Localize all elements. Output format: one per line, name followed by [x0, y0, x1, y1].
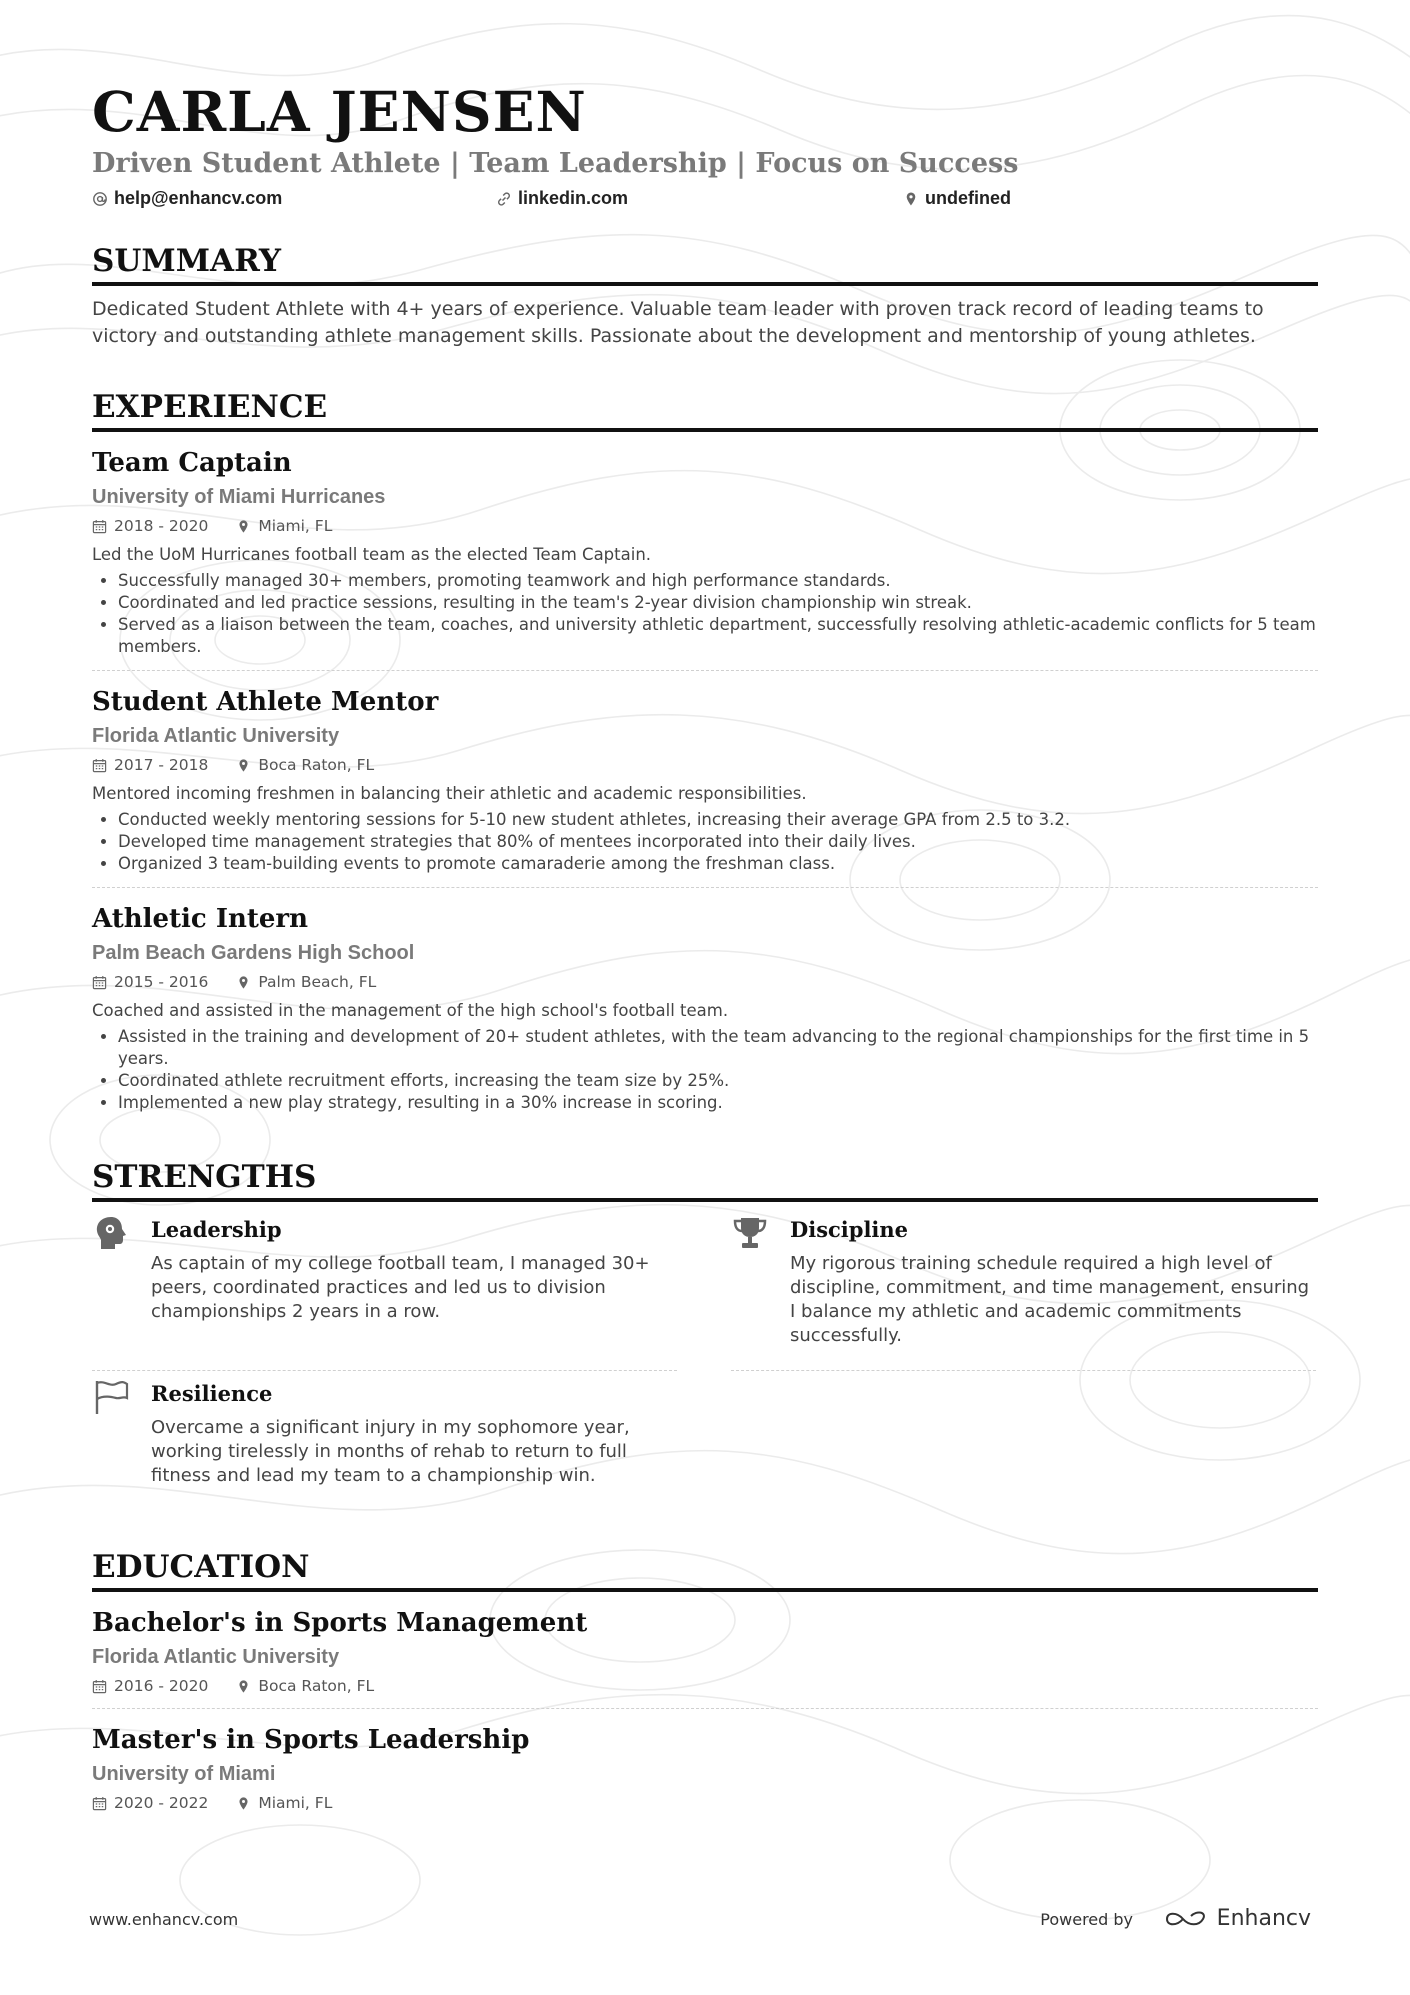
- job-bullet: • Assisted in the training and development of 20+ student athletes, with the team advancing to the regional championships for the first time in 5 years.: [118, 1026, 1318, 1070]
- job-bullets: [92, 570, 1318, 658]
- job-description: Coached and assisted in the management of the high school's football team.: [92, 1001, 729, 1020]
- entry-divider: [92, 1708, 1318, 1709]
- education-location-text: Miami, FL: [258, 1794, 333, 1812]
- experience-section: [92, 388, 1318, 1114]
- job-dates-text: 2015 - 2016: [114, 973, 209, 991]
- entry-divider: [92, 670, 1318, 671]
- at-icon: [92, 191, 108, 207]
- summary-section: [92, 242, 1318, 350]
- job-bullet: • Developed time management strategies that 80% of mentees incorporated into their daily lives.: [118, 831, 1318, 853]
- education-heading: EDUCATION: [92, 1548, 1318, 1592]
- location-pin-icon: [903, 191, 919, 207]
- job-meta: [92, 516, 1318, 536]
- education-dates-text: 2016 - 2020: [114, 1677, 209, 1695]
- location-pin-icon: [236, 975, 251, 990]
- job-bullet: • Coordinated and led practice sessions, resulting in the team's 2-year division championship win streak.: [118, 592, 1318, 614]
- entry-divider: [92, 887, 1318, 888]
- location-text: undefined: [925, 188, 1011, 208]
- education-location: [236, 1677, 374, 1695]
- job-location: [236, 973, 376, 991]
- calendar-icon: [92, 1796, 107, 1811]
- job-dates: [92, 517, 208, 535]
- experience-entry: [92, 685, 1318, 888]
- location-contact: [903, 188, 1011, 209]
- job-bullet: • Successfully managed 30+ members, promoting teamwork and high performance standards.: [118, 570, 1318, 592]
- job-description: Mentored incoming freshmen in balancing their athletic and academic responsibilities.: [92, 784, 807, 803]
- education-meta: [92, 1676, 1318, 1696]
- footer-url[interactable]: www.enhancv.com: [89, 1910, 239, 1929]
- experience-entry: [92, 902, 1318, 1114]
- contact-row: [92, 186, 1318, 216]
- job-meta: [92, 972, 1318, 992]
- calendar-icon: [92, 758, 107, 773]
- job-bullets: [92, 809, 1318, 875]
- education-dates: [92, 1794, 208, 1812]
- education-location-text: Boca Raton, FL: [258, 1677, 375, 1695]
- job-bullet: • Conducted weekly mentoring sessions for 5-10 new student athletes, increasing their average GPA from 2.5 to 3.2.: [118, 809, 1318, 831]
- job-meta: [92, 755, 1318, 775]
- email-text: help@enhancv.com: [114, 188, 283, 208]
- strengths-section: [92, 1158, 1318, 1524]
- strength-title: Resilience: [151, 1381, 273, 1406]
- entry-divider: [731, 1370, 1316, 1371]
- education-entry: [92, 1606, 1318, 1709]
- flag-icon: [92, 1378, 130, 1416]
- infinity-logo-icon: [1163, 1907, 1209, 1931]
- experience-entry: [92, 446, 1318, 671]
- job-dates-text: 2017 - 2018: [114, 756, 209, 774]
- headline: Driven Student Athlete | Team Leadership | Focus on Success: [92, 148, 1019, 179]
- linkedin-contact[interactable]: [496, 188, 628, 209]
- strengths-heading: STRENGTHS: [92, 1158, 1318, 1202]
- strength-text: As captain of my college football team, I managed 30+ peers, coordinated practices and led us to division championships 2 years in a row.: [151, 1253, 650, 1322]
- job-organization: Florida Atlantic University: [92, 725, 340, 747]
- linkedin-text: linkedin.com: [518, 188, 629, 208]
- location-pin-icon: [236, 1796, 251, 1811]
- school-name: University of Miami: [92, 1763, 276, 1785]
- education-location: [236, 1794, 332, 1812]
- education-meta: [92, 1793, 1318, 1813]
- enhancv-logo[interactable]: [1163, 1906, 1311, 1931]
- job-location-text: Palm Beach, FL: [258, 973, 377, 991]
- education-dates: [92, 1677, 208, 1695]
- education-entry: [92, 1723, 1318, 1813]
- job-dates-text: 2018 - 2020: [114, 517, 209, 535]
- resume-page: [92, 78, 1318, 1813]
- experience-heading: EXPERIENCE: [92, 388, 1318, 432]
- summary-text: Dedicated Student Athlete with 4+ years of experience. Valuable team leader with proven track record of leading teams to victory and outstanding athlete management skills. Passionate about the development and mentorship of young athletes.: [92, 298, 1264, 347]
- job-location: [236, 756, 374, 774]
- job-location-text: Miami, FL: [258, 517, 333, 535]
- calendar-icon: [92, 1679, 107, 1694]
- footer: [89, 1906, 1311, 1936]
- job-organization: University of Miami Hurricanes: [92, 486, 386, 508]
- strength-title: Discipline: [790, 1217, 909, 1242]
- degree-title: Master's in Sports Leadership: [92, 1725, 530, 1755]
- education-dates-text: 2020 - 2022: [114, 1794, 209, 1812]
- education-section: [92, 1548, 1318, 1813]
- calendar-icon: [92, 519, 107, 534]
- job-dates: [92, 756, 208, 774]
- job-title: Athletic Intern: [92, 904, 309, 934]
- location-pin-icon: [236, 758, 251, 773]
- calendar-icon: [92, 975, 107, 990]
- degree-title: Bachelor's in Sports Management: [92, 1608, 588, 1638]
- location-pin-icon: [236, 519, 251, 534]
- job-dates: [92, 973, 208, 991]
- job-bullets: [92, 1026, 1318, 1114]
- head-gear-icon: [92, 1214, 130, 1252]
- job-bullet: • Served as a liaison between the team, coaches, and university athletic department, successfully resolving athletic-academic conflicts for 5 team members.: [118, 614, 1318, 658]
- strength-text: Overcame a significant injury in my sophomore year, working tirelessly in months of rehab to return to full fitness and lead my team to a championship win.: [151, 1417, 630, 1486]
- trophy-icon: [731, 1214, 769, 1252]
- strength-title: Leadership: [151, 1217, 282, 1242]
- job-organization: Palm Beach Gardens High School: [92, 942, 415, 964]
- job-bullet: • Coordinated athlete recruitment efforts, increasing the team size by 25%.: [118, 1070, 1318, 1092]
- job-description: Led the UoM Hurricanes football team as the elected Team Captain.: [92, 545, 652, 564]
- job-title: Student Athlete Mentor: [92, 687, 439, 717]
- job-title: Team Captain: [92, 448, 292, 478]
- school-name: Florida Atlantic University: [92, 1646, 340, 1668]
- entry-divider: [92, 1370, 677, 1371]
- strength-text: My rigorous training schedule required a high level of discipline, commitment, and time management, ensuring I balance my athletic and academic commitments successfully.: [790, 1253, 1310, 1346]
- candidate-name: CARLA JENSEN: [92, 79, 587, 144]
- link-icon: [496, 191, 512, 207]
- job-bullet: • Organized 3 team-building events to promote camaraderie among the freshman class.: [118, 853, 1318, 875]
- summary-heading: SUMMARY: [92, 242, 1318, 286]
- powered-by-label: Powered by: [1040, 1910, 1133, 1929]
- strengths-grid: [92, 1214, 1318, 1524]
- brand-name: Enhancv: [1216, 1906, 1311, 1931]
- job-bullet: • Implemented a new play strategy, resulting in a 30% increase in scoring.: [118, 1092, 1318, 1114]
- job-location: [236, 517, 332, 535]
- email-contact[interactable]: [92, 188, 282, 209]
- job-location-text: Boca Raton, FL: [258, 756, 375, 774]
- location-pin-icon: [236, 1679, 251, 1694]
